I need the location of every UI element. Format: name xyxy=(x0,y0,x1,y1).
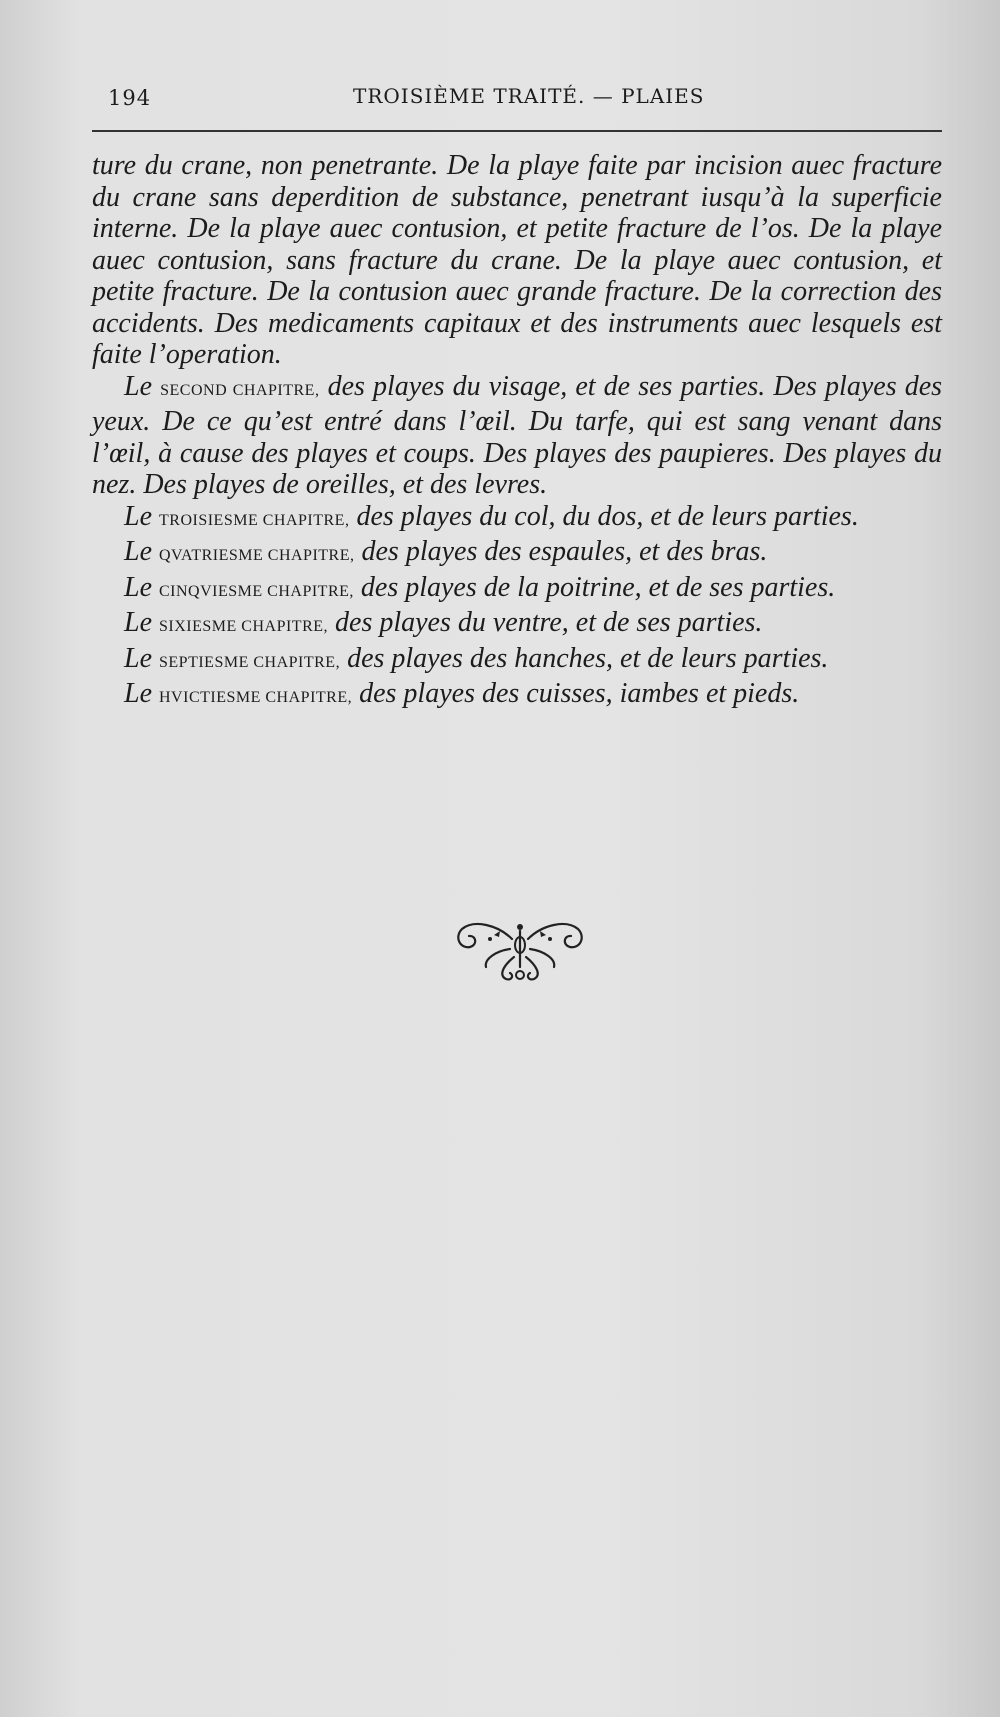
chapter-label: SEPTIESME CHAPITRE, xyxy=(159,653,341,671)
chapter-5-entry xyxy=(92,572,942,608)
chapter-label: SIXIESME CHAPITRE, xyxy=(159,618,329,635)
chapter-label: QVATRIESME CHAPITRE, xyxy=(159,547,355,564)
chapter-label: HVICTIESME CHAPITRE, xyxy=(159,689,353,706)
chapter-le: Le xyxy=(124,536,152,567)
chapter-label: SECOND CHAPITRE, xyxy=(160,381,320,399)
continuation-paragraph: ture du crane, non penetrante. De la playe faite par incision auec fracture du crane sans deperdition de substance, penetrant iusqu’à la superficie interne. De la playe auec contusion, et petite fracture de l’os. De la playe auec contusion, sans fracture du crane. De la playe auec contusion, et petite fracture. De la contusion auec grande fracture. De la correction des accidents. Des medicaments capitaux et des instruments auec lesquels est faite l’operation. xyxy=(92,150,942,370)
chapter-7-entry xyxy=(92,643,942,679)
chapter-le: Le xyxy=(124,607,152,638)
chapter-8-entry xyxy=(92,678,942,714)
header-rule xyxy=(92,130,942,132)
chapter-le: Le xyxy=(124,642,152,674)
chapter-2-entry xyxy=(92,371,942,501)
page-header xyxy=(108,80,938,114)
chapter-summary: des playes des espaules, et des bras. xyxy=(361,536,768,567)
chapter-summary: des playes des cuisses, iambes et pieds. xyxy=(359,678,800,709)
chapter-summary: des playes du visage, et de ses parties. Des playes des yeux. De ce qu’est entré dans l’œil. Du tarfe, qui est sang venant dans l’œil, à cause des playes et coups. Des playes des paupieres. Des playes du nez. Des playes de oreilles, et des levres. xyxy=(92,370,943,500)
chapter-le: Le xyxy=(124,678,152,709)
running-title: TROISIÈME TRAITÉ. — PLAIES xyxy=(353,84,705,108)
chapter-summary: des playes des hanches, et de leurs parties. xyxy=(347,642,829,674)
body-text xyxy=(92,150,942,714)
chapter-summary: des playes de la poitrine, et de ses parties. xyxy=(360,571,836,603)
chapter-label: CINQVIESME CHAPITRE, xyxy=(159,582,354,600)
chapter-le: Le xyxy=(124,500,152,532)
chapter-3-entry xyxy=(92,501,942,537)
chapter-label: TROISIESME CHAPITRE, xyxy=(159,511,350,529)
chapter-summary: des playes du ventre, et de ses parties. xyxy=(335,607,763,638)
fleuron-ornament-icon xyxy=(450,905,590,995)
chapter-summary: des playes du col, du dos, et de leurs parties. xyxy=(356,500,859,532)
chapter-le: Le xyxy=(124,370,152,402)
chapter-4-entry xyxy=(92,536,942,572)
page-number: 194 xyxy=(108,86,152,110)
chapter-le: Le xyxy=(124,571,152,603)
chapter-6-entry xyxy=(92,607,942,643)
